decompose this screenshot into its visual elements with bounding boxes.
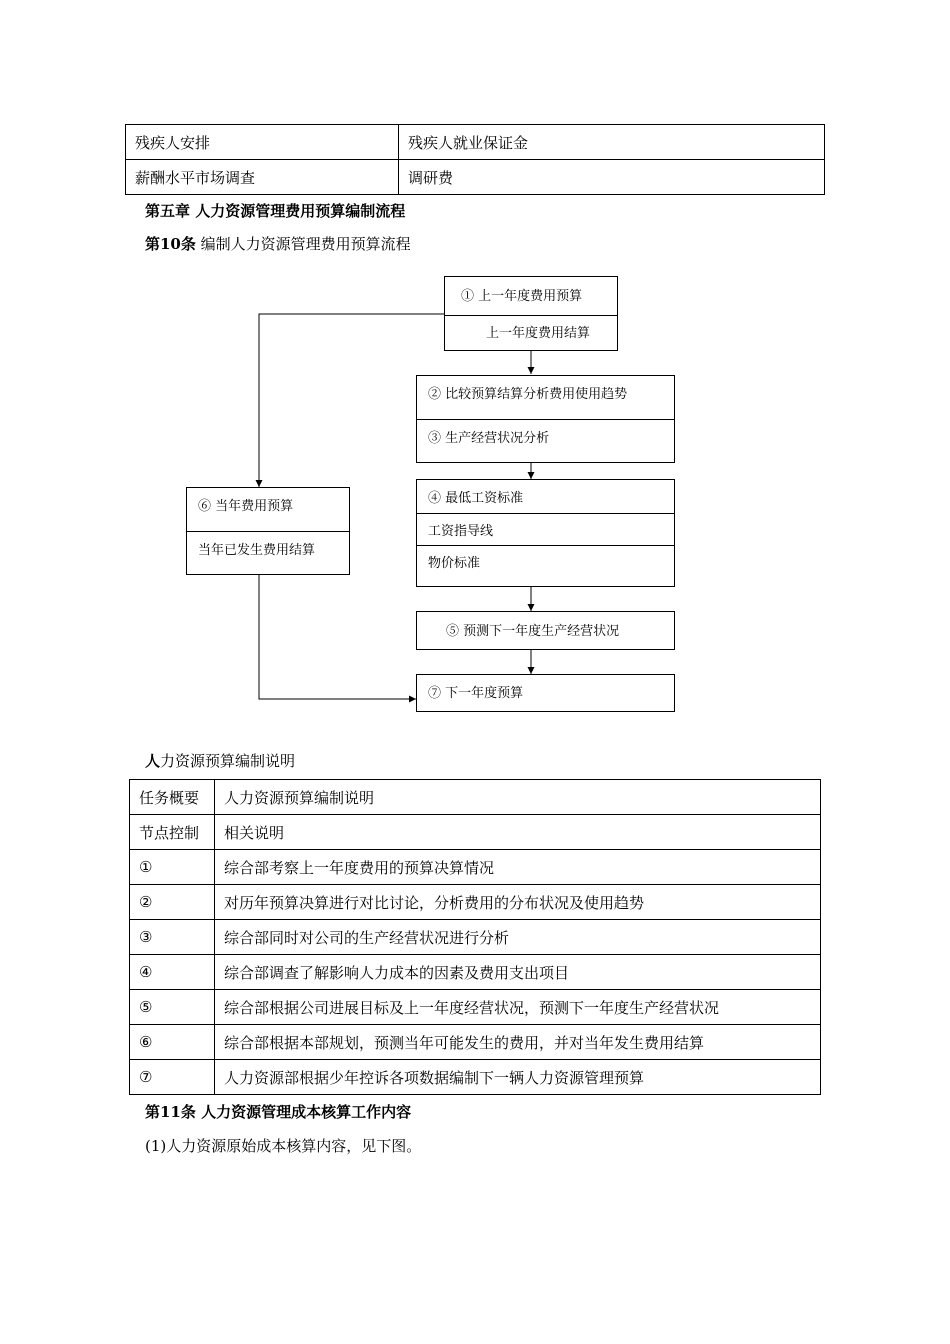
explain-title-first-char: 人 xyxy=(145,752,161,770)
flow-box-5 xyxy=(416,611,675,650)
table-row xyxy=(130,815,821,850)
explain-title xyxy=(145,750,295,771)
table-row xyxy=(130,780,821,815)
table-cell-value: 综合部根据本部规划，预测当年可能发生的费用，并对当年发生费用结算 xyxy=(215,1025,821,1060)
table-cell-value: 综合部根据公司进展目标及上一年度经营状况，预测下一年度生产经营状况 xyxy=(215,990,821,1025)
table-cell: 调研费 xyxy=(399,160,825,195)
table-cell-key: 节点控制 xyxy=(130,815,215,850)
flow-box-1 xyxy=(444,276,618,351)
article-number: 第10条 xyxy=(145,235,196,253)
table-cell-value: 综合部考察上一年度费用的预算决算情况 xyxy=(215,850,821,885)
table-cell-key: ③ xyxy=(130,920,215,955)
table-cell-key: ① xyxy=(130,850,215,885)
table-cell-key: ④ xyxy=(130,955,215,990)
table-cell-value: 人力资源部根据少年控诉各项数据编制下一辆人力资源管理预算 xyxy=(215,1060,821,1095)
table-cell-value: 对历年预算决算进行对比讨论，分析费用的分布状况及使用趋势 xyxy=(215,885,821,920)
table-cell: 残疾人安排 xyxy=(126,125,399,160)
explain-title-rest: 力资源预算编制说明 xyxy=(160,752,296,770)
flow-box-4-line1: ④ 最低工资标准 xyxy=(428,491,524,506)
table-row xyxy=(130,1060,821,1095)
table-cell-value: 相关说明 xyxy=(215,815,821,850)
flow-box-5-line1: ⑤ 预测下一年度生产经营状况 xyxy=(446,624,620,639)
table-cell-key: ⑦ xyxy=(130,1060,215,1095)
flow-box-2-line1: ② 比较预算结算分析费用使用趋势 xyxy=(428,387,628,402)
flow-box-7-line1: ⑦ 下一年度预算 xyxy=(428,686,524,701)
flow-box-4-line2: 工资指导线 xyxy=(417,513,674,545)
flow-box-4-line3: 物价标准 xyxy=(417,545,674,588)
table-cell: 残疾人就业保证金 xyxy=(399,125,825,160)
table-row xyxy=(130,955,821,990)
flow-box-6-line1: ⑥ 当年费用预算 xyxy=(198,499,294,514)
flow-box-6 xyxy=(186,487,350,575)
flow-box-2-line2: ③ 生产经营状况分析 xyxy=(417,419,674,464)
flow-box-2 xyxy=(416,375,675,463)
table-row xyxy=(130,850,821,885)
table-cell-key: ② xyxy=(130,885,215,920)
flow-box-7 xyxy=(416,674,675,712)
table-row xyxy=(130,990,821,1025)
table-row xyxy=(130,1025,821,1060)
table-cell: 薪酬水平市场调查 xyxy=(126,160,399,195)
article-11-heading: 第11条 人力资源管理成本核算工作内容 xyxy=(145,1103,412,1121)
table-cell-key: 任务概要 xyxy=(130,780,215,815)
article-title: 编制人力资源管理费用预算流程 xyxy=(195,235,411,253)
table-row xyxy=(130,920,821,955)
table-cell-value: 综合部调查了解影响人力成本的因素及费用支出项目 xyxy=(215,955,821,990)
chapter-title: 第五章 人力资源管理费用预算编制流程 xyxy=(145,202,406,220)
table-cell-key: ⑤ xyxy=(130,990,215,1025)
table-row xyxy=(130,885,821,920)
table-cell-value: 人力资源预算编制说明 xyxy=(215,780,821,815)
table-cell-value: 综合部同时对公司的生产经营状况进行分析 xyxy=(215,920,821,955)
flow-box-4 xyxy=(416,479,675,587)
arrow-6-to-7 xyxy=(259,575,416,699)
flow-box-1-line1: ① 上一年度费用预算 xyxy=(461,289,583,304)
paragraph-1: (1)人力资源原始成本核算内容，见下图。 xyxy=(145,1137,422,1155)
explain-table xyxy=(129,779,821,1095)
table-cell-key: ⑥ xyxy=(130,1025,215,1060)
flow-box-1-line2: 上一年度费用结算 xyxy=(445,315,617,352)
flow-box-6-line2: 当年已发生费用结算 xyxy=(187,531,349,576)
